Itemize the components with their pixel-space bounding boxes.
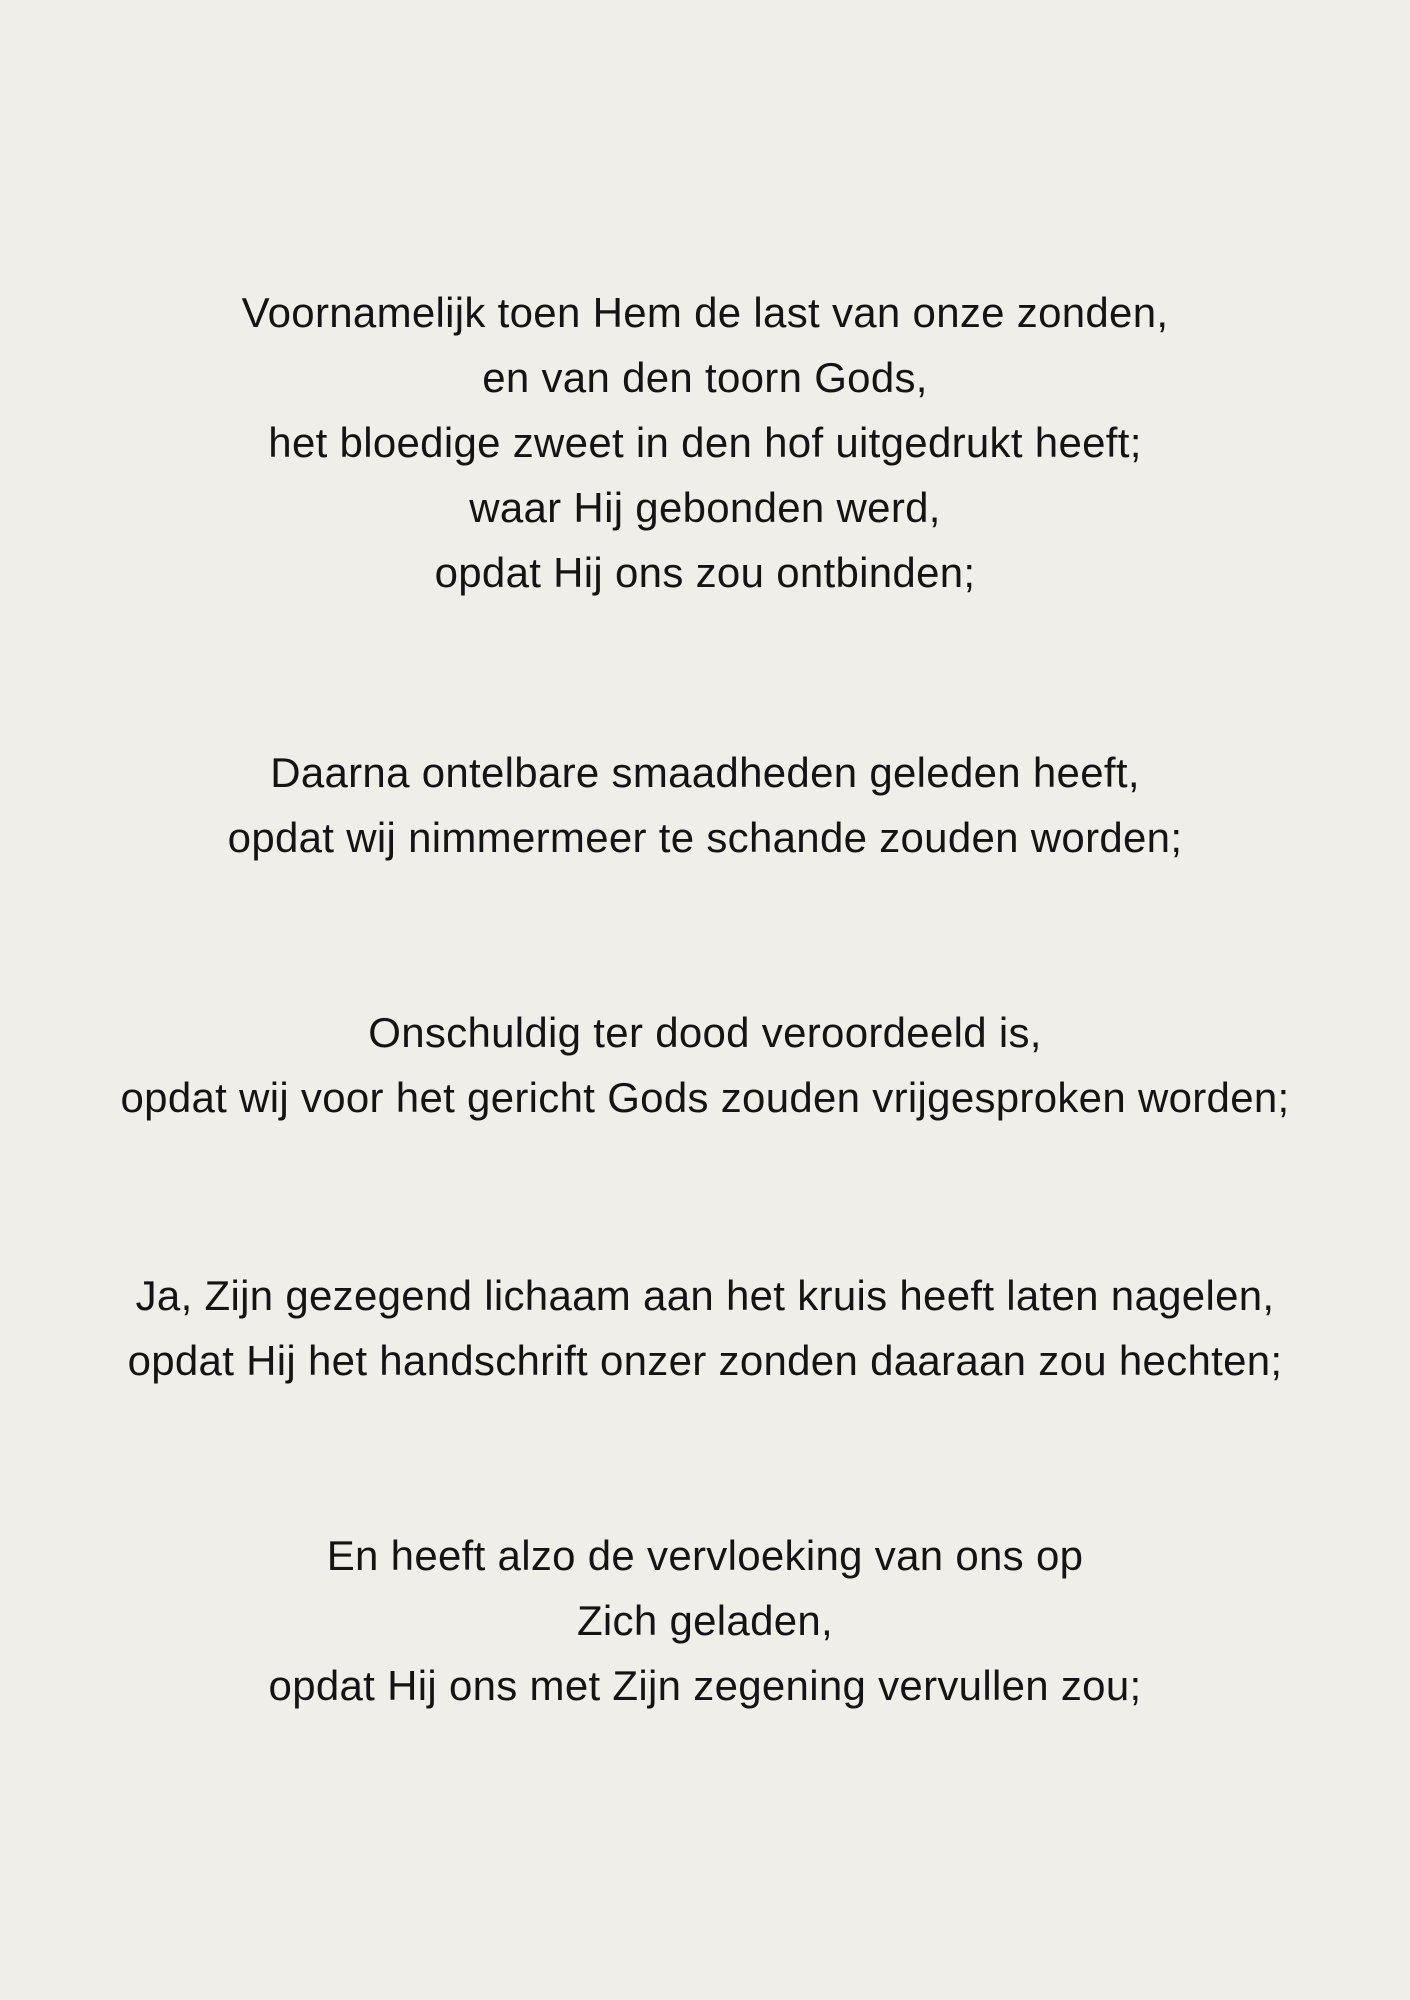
text-line: opdat wij voor het gericht Gods zouden vrijgesproken worden; [120,1074,1290,1121]
text-line: het bloedige zweet in den hof uitgedrukt heeft; [268,419,1142,466]
text-line: opdat Hij ons zou ontbinden; [434,549,976,596]
text-line: waar Hij gebonden werd, [469,484,941,531]
text-line: opdat wij nimmermeer te schande zouden worden; [227,814,1183,861]
text-line: Daarna ontelbare smaadheden geleden heeft, [270,749,1140,796]
stanza [0,280,1410,605]
text-line: En heeft alzo de vervloeking van ons op [326,1532,1084,1579]
stanza [0,1000,1410,1130]
text-line: opdat Hij ons met Zijn zegening vervullen zou; [268,1662,1142,1709]
text-line: en van den toorn Gods, [482,354,928,401]
stanza [0,1263,1410,1393]
text-line: Onschuldig ter dood veroordeeld is, [368,1009,1042,1056]
text-line: Voornamelijk toen Hem de last van onze zonden, [241,289,1169,336]
text-line: opdat Hij het handschrift onzer zonden daaraan zou hechten; [127,1337,1283,1384]
text-line: Zich geladen, [576,1597,834,1644]
text-line: Ja, Zijn gezegend lichaam aan het kruis heeft laten nagelen, [135,1272,1275,1319]
stanza [0,740,1410,870]
stanza [0,1523,1410,1718]
